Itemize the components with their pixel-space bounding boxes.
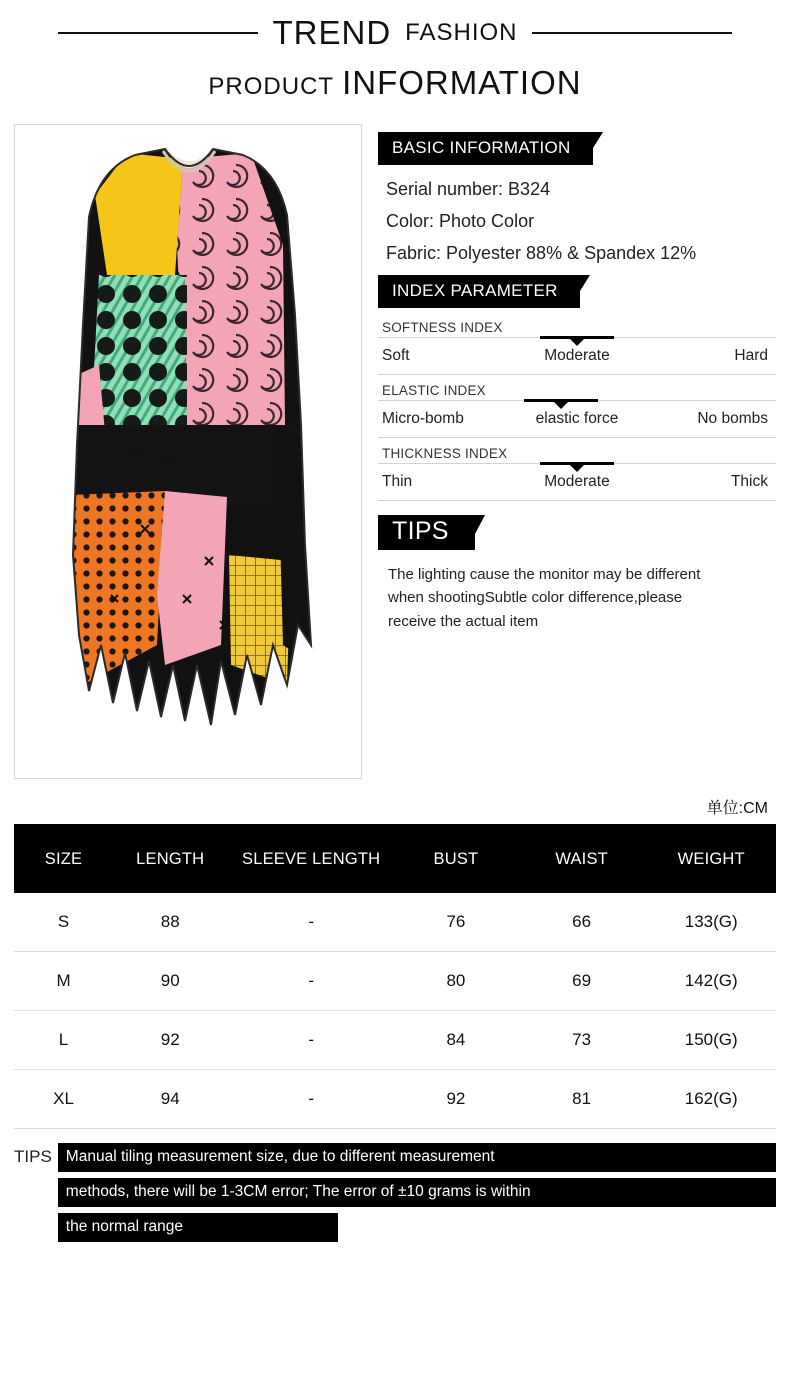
elastic-option-elastic-force: elastic force xyxy=(535,410,619,427)
tips-body xyxy=(388,563,776,633)
cell-size: M xyxy=(14,952,113,1011)
thickness-index-marker xyxy=(540,462,614,472)
brand-subtitle: FASHION xyxy=(405,19,518,46)
elastic-index-label: ELASTIC INDEX xyxy=(382,383,486,398)
column-sleeve-length: SLEEVE LENGTH xyxy=(227,824,395,893)
tips-heading: TIPS xyxy=(378,515,475,550)
elastic-index-marker xyxy=(524,399,598,409)
column-waist: WAIST xyxy=(517,824,647,893)
thickness-option-moderate: Moderate xyxy=(544,473,610,490)
index-parameter-heading: INDEX PARAMETER xyxy=(378,275,580,308)
table-row xyxy=(14,1070,776,1129)
softness-index-marker xyxy=(540,336,614,346)
softness-index-row xyxy=(378,337,776,375)
information-word: INFORMATION xyxy=(342,64,582,101)
cell-sleeve: - xyxy=(227,893,395,952)
cell-weight: 150(G) xyxy=(646,1011,776,1070)
title-row-secondary xyxy=(0,64,790,102)
cell-weight: 133(G) xyxy=(646,893,776,952)
page-header xyxy=(0,0,790,102)
cell-size: XL xyxy=(14,1070,113,1129)
header-rule-right xyxy=(532,32,732,34)
product-word: PRODUCT xyxy=(208,73,335,100)
table-row xyxy=(14,952,776,1011)
thickness-option-thick: Thick xyxy=(730,473,768,490)
softness-option-soft: Soft xyxy=(382,347,410,364)
tips-line-3: receive the actual item xyxy=(388,612,539,630)
tips-line-2: when shootingSubtle color difference,please xyxy=(388,589,683,607)
basic-information-list xyxy=(386,179,776,264)
size-chart-table xyxy=(14,824,776,1129)
dress-illustration xyxy=(15,125,361,778)
thickness-index-group xyxy=(378,446,776,501)
footer-tips-line-3: the normal range xyxy=(58,1213,338,1242)
fabric-value: Fabric: Polyester 88% & Spandex 12% xyxy=(386,243,697,263)
elastic-index-group xyxy=(378,383,776,438)
softness-option-hard: Hard xyxy=(734,347,768,364)
cell-bust: 84 xyxy=(395,1011,517,1070)
unit-note: 单位:CM xyxy=(706,800,768,817)
cell-size: L xyxy=(14,1011,113,1070)
color-value: Color: Photo Color xyxy=(386,211,535,231)
info-column xyxy=(378,124,776,779)
size-chart-header-row xyxy=(14,824,776,893)
table-row xyxy=(14,893,776,952)
cell-sleeve: - xyxy=(227,1070,395,1129)
softness-index-group xyxy=(378,320,776,375)
thickness-index-row xyxy=(378,463,776,501)
cell-waist: 69 xyxy=(517,952,647,1011)
table-row xyxy=(14,1011,776,1070)
cell-weight: 142(G) xyxy=(646,952,776,1011)
cell-length: 88 xyxy=(113,893,227,952)
thickness-index-label: THICKNESS INDEX xyxy=(382,446,508,461)
cell-length: 90 xyxy=(113,952,227,1011)
elastic-index-row xyxy=(378,400,776,438)
softness-index-label: SOFTNESS INDEX xyxy=(382,320,503,335)
cell-bust: 92 xyxy=(395,1070,517,1129)
dress-svg xyxy=(15,125,362,779)
column-size: SIZE xyxy=(14,824,113,893)
cell-weight: 162(G) xyxy=(646,1070,776,1129)
cell-sleeve: - xyxy=(227,952,395,1011)
column-length: LENGTH xyxy=(113,824,227,893)
cell-size: S xyxy=(14,893,113,952)
footer-tips xyxy=(14,1143,776,1248)
elastic-option-no-bombs: No bombs xyxy=(697,410,768,427)
column-bust: BUST xyxy=(395,824,517,893)
cell-length: 92 xyxy=(113,1011,227,1070)
serial-number: Serial number: B324 xyxy=(386,179,551,199)
tips-line-1: The lighting cause the monitor may be different xyxy=(388,566,701,583)
cell-waist: 66 xyxy=(517,893,647,952)
brand-title: TREND xyxy=(272,14,392,51)
main-content xyxy=(0,124,790,779)
cell-bust: 76 xyxy=(395,893,517,952)
footer-tips-line-1: Manual tiling measurement size, due to different measurement xyxy=(58,1143,776,1172)
cell-sleeve: - xyxy=(227,1011,395,1070)
cell-bust: 80 xyxy=(395,952,517,1011)
elastic-option-micro-bomb: Micro-bomb xyxy=(382,410,464,427)
product-image xyxy=(14,124,362,779)
header-rule-left xyxy=(58,32,258,34)
footer-tips-label: TIPS xyxy=(14,1147,52,1166)
basic-information-heading: BASIC INFORMATION xyxy=(378,132,593,165)
footer-tips-line-2: methods, there will be 1-3CM error; The error of ±10 grams is within xyxy=(58,1178,776,1207)
softness-option-moderate: Moderate xyxy=(544,347,610,364)
footer-tips-lines xyxy=(58,1143,776,1248)
title-row-primary xyxy=(0,14,790,52)
column-weight: WEIGHT xyxy=(646,824,776,893)
thickness-option-thin: Thin xyxy=(382,473,413,490)
cell-waist: 73 xyxy=(517,1011,647,1070)
cell-length: 94 xyxy=(113,1070,227,1129)
cell-waist: 81 xyxy=(517,1070,647,1129)
